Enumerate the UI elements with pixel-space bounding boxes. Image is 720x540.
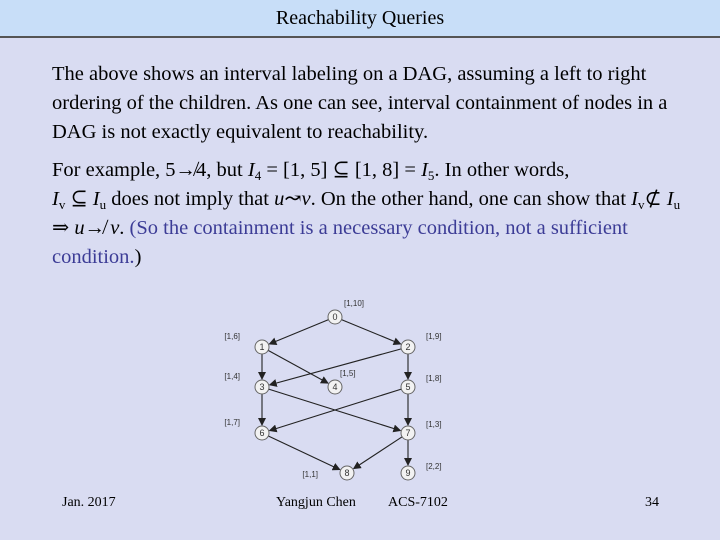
footer-course: ACS-7102 xyxy=(388,495,448,510)
title-bar xyxy=(0,0,720,38)
node-interval-label: [1,8] xyxy=(426,374,442,383)
node-4 xyxy=(328,369,356,394)
node-id-label: 5 xyxy=(405,382,411,392)
node-interval-label: [1,3] xyxy=(426,420,442,429)
node-interval-label: [1,6] xyxy=(224,332,240,341)
not-reach-symbol: ↛ xyxy=(175,159,197,181)
node-interval-label: [1,10] xyxy=(344,299,365,308)
node-interval-label: [1,7] xyxy=(224,418,240,427)
node-interval-label: [1,9] xyxy=(426,332,442,341)
edge-2-3 xyxy=(270,349,402,385)
blue-note: (So the containment is a necessary condition, not a sufficient condition. xyxy=(52,217,628,268)
node-interval-label: [2,2] xyxy=(426,462,442,471)
dag-diagram xyxy=(210,295,470,490)
edge-7-8 xyxy=(354,437,402,469)
footer-author: Yangjun Chen xyxy=(276,495,356,510)
node-interval-label: [1,1] xyxy=(302,470,318,479)
node-1 xyxy=(224,332,269,354)
node-id-label: 6 xyxy=(259,428,265,438)
slide-title: Reachability Queries xyxy=(275,7,445,29)
nodes-group xyxy=(224,299,441,480)
node-id-label: 7 xyxy=(405,428,411,438)
node-id-label: 2 xyxy=(405,342,411,352)
edge-6-8 xyxy=(268,436,339,470)
edge-0-1 xyxy=(269,320,328,344)
footer-date: Jan. 2017 xyxy=(62,495,116,510)
paragraph-intro: The above shows an interval labeling on a DAG, assuming a left to right ordering of the children. As one can see, interval containment of nodes in a DAG is not exactly equivalent to reachability. xyxy=(52,63,668,143)
node-8 xyxy=(302,466,354,480)
footer-page-number: 34 xyxy=(645,495,659,510)
node-interval-label: [1,5] xyxy=(340,369,356,378)
paragraph-example: For example, 5↛4, but $I_4 = [1$, 5] ⊆ [1, $8] = I_5$. In other words, $I_v$ ⊆ $I_u$ does not imply that u↝v. On the other hand, one can show that $I_v⊄$ $I_u$ ⇒ u↛ v. (So the containment is a necessary condition, not a sufficient condition.) xyxy=(52,159,681,268)
node-0 xyxy=(328,299,364,324)
edges-group xyxy=(262,320,411,470)
node-id-label: 1 xyxy=(259,342,265,352)
node-id-label: 0 xyxy=(332,312,338,322)
node-5 xyxy=(401,374,442,394)
node-id-label: 8 xyxy=(344,468,350,478)
node-interval-label: [1,4] xyxy=(224,372,240,381)
edge-1-4 xyxy=(268,350,328,383)
node-9 xyxy=(401,462,442,480)
node-id-label: 4 xyxy=(332,382,338,392)
node-7 xyxy=(401,420,442,440)
node-id-label: 3 xyxy=(259,382,265,392)
node-id-label: 9 xyxy=(405,468,411,478)
node-2 xyxy=(401,332,442,354)
edge-0-2 xyxy=(341,320,400,344)
